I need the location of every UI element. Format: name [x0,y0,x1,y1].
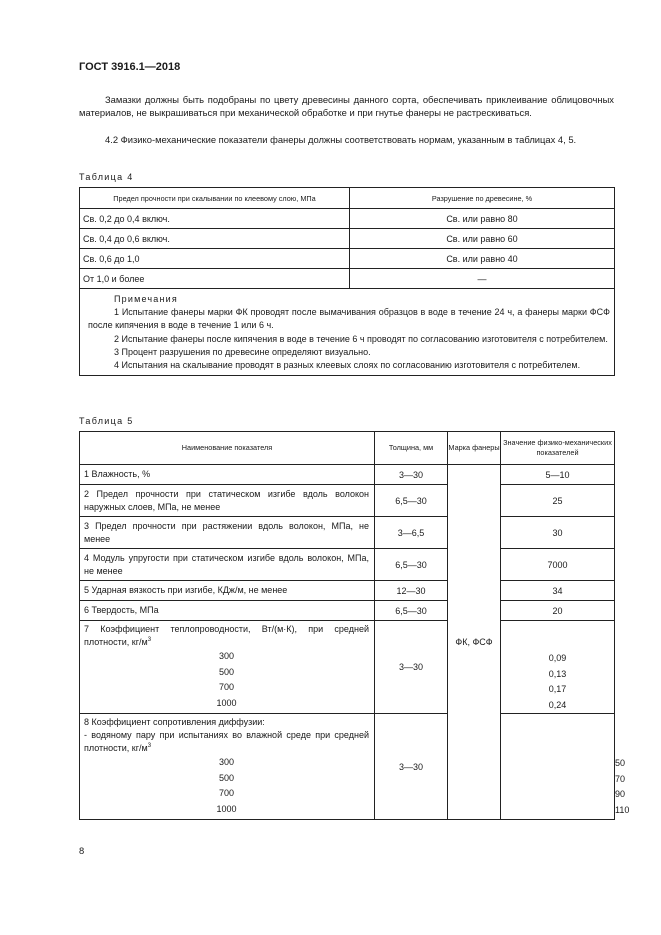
thermal-value: 0,24 [548,699,567,710]
density-list [84,755,369,817]
table5-cell-value: 5—10 [501,465,615,485]
density-value: 1000 [216,697,237,708]
table5-cell-value: 34 [501,581,615,601]
density-value: 1000 [216,803,237,814]
table5-cell-name: 2 Предел прочности при статическом изгибе вдоль волокон наружных слоев, МПа, не менее [80,485,375,517]
table5-cell-thickness: 6,5—30 [375,485,448,517]
thermal-name: 7 Коэффициент теплопроводности, Вт/(м·К), при средней плотности, кг/м [84,624,369,647]
table4-cell-failure: Св. или равно 40 [350,249,615,269]
table-row [80,465,615,485]
table4-caption: Таблица 4 [79,172,134,182]
table4-cell-failure: Св. или равно 60 [350,229,615,249]
table5-header-name: Наименование показателя [80,432,375,465]
table4-cell-strength: От 1,0 и более [80,269,350,289]
density-value: 300 [218,757,235,767]
table5-cell-thickness: 3—30 [375,465,448,485]
table5-cell-thickness: 6,5—30 [375,549,448,581]
table4-cell-strength: Св. 0,4 до 0,6 включ. [80,229,350,249]
table5-cell-brand: ФК, ФСФ [448,465,501,820]
table5-cell-thickness: 6,5—30 [375,601,448,621]
table4-header-row [80,188,615,209]
table4-cell-failure: — [350,269,615,289]
table5-cell-value: 30 [501,517,615,549]
table4-notes [80,289,615,376]
table5-cell-thickness: 3—30 [375,621,448,714]
density-value: 500 [218,666,235,677]
table-row [80,269,615,289]
table-row [80,229,615,249]
table5-cell-value: 25 [501,485,615,517]
thermal-value: 0,09 [548,653,567,663]
table5-cell-name-thermal [80,621,375,714]
table-row [80,601,615,621]
table5-cell-value: 20 [501,601,615,621]
table4-header-wood-failure: Разрушение по древесине, % [350,188,615,209]
table-row [80,517,615,549]
table4-cell-strength: Св. 0,6 до 1,0 [80,249,350,269]
table4-notes-row [80,289,615,376]
note-item: 4 Испытания на скалывание проводят в разных клеевых слоях по согласованию изготовителя с потребителем. [114,360,581,371]
paragraph-putty: Замазки должны быть подобраны по цвету древесины данного сорта, обеспечивать приклеивание облицовочных материалов, не выкрашиваться при механической обработке и при гнутье фанеры не растрескиваться. [79,94,614,119]
density-value: 500 [218,772,235,783]
diffusion-unit-superscript: 3 [147,743,152,749]
table5-header-thickness: Толщина, мм [375,432,448,465]
table5-cell-name-diffusion [80,714,375,820]
notes-title: Примечания [114,294,178,304]
document-header: ГОСТ 3916.1—2018 [79,61,181,73]
page-number: 8 [79,845,85,856]
table-row: 8 Коэффициент сопротивления диффузии: - водяному пару при испытаниях во влажной среде при средней плотности, $кг/м^3$ 300 500 700 1000 3—30 50 70 90 110 [80,714,615,820]
density-value: 700 [218,788,235,798]
thermal-unit-superscript: 3 [147,637,152,643]
table5-cell-thickness: 12—30 [375,581,448,601]
table-row [80,485,615,517]
table-row [80,581,615,601]
table5-cell-name: 1 Влажность, % [80,465,375,485]
note-item: 2 Испытание фанеры после кипячения в воде в течение 6 ч проводят по согласованию изготовителя с потребителем. [114,333,608,344]
table5-cell-name: 3 Предел прочности при растяжении вдоль волокон, МПа, не менее [80,517,375,549]
table4-header-strength: Предел прочности при скалывании по клеевому слою, МПа [80,188,350,209]
table4-cell-failure: Св. или равно 80 [350,209,615,229]
table5-header-brand: Марка фанеры [448,432,501,465]
table4-cell-strength: Св. 0,2 до 0,4 включ. [80,209,350,229]
diffusion-sub: - водяному пару при испытаниях во влажной среде при средней плотности, кг/м [84,730,369,753]
table5-header-row [80,432,615,465]
paragraph-4-2: 4.2 Физико-механические показатели фанеры должны соответствовать нормам, указанным в таблицах 4, 5. [105,134,577,145]
diffusion-name: 8 Коэффициент сопротивления диффузии: [84,717,265,727]
density-list [84,649,369,711]
table5-cell-name: 5 Ударная вязкость при изгибе, КДж/м, не менее [80,581,375,601]
thermal-value: 0,13 [548,668,567,679]
table-row [80,621,615,714]
density-value: 700 [218,682,235,692]
note-item: 3 Процент разрушения по древесине определяют визуально. [114,346,371,357]
table5-cell-brand-empty [501,714,615,820]
table5-cell-values-thermal [501,621,615,714]
table5-caption: Таблица 5 [79,416,134,426]
thermal-value: 0,17 [548,684,567,694]
table5-cell-name: 4 Модуль упругости при статическом изгибе вдоль волокон, МПа, не менее [80,549,375,581]
table-row [80,249,615,269]
table5-header-value: Значение физико-механических показателей [501,432,615,465]
table-5 [79,431,630,820]
table-4 [79,187,615,376]
density-value: 300 [218,651,235,661]
table5-cell-thickness: 3—6,5 [375,517,448,549]
table-row [80,549,615,581]
table5-cell-thickness: 3—30 [375,714,448,820]
table5-cell-name: 6 Твердость, МПа [80,601,375,621]
table5-cell-value: 7000 [501,549,615,581]
table-row [80,209,615,229]
note-item: 1 Испытание фанеры марки ФК проводят после вымачивания образцов в воде в течение 24 ч, а фанеры марки ФСФ после кипячения в воде в течение 1 или 6 ч. [88,307,610,331]
